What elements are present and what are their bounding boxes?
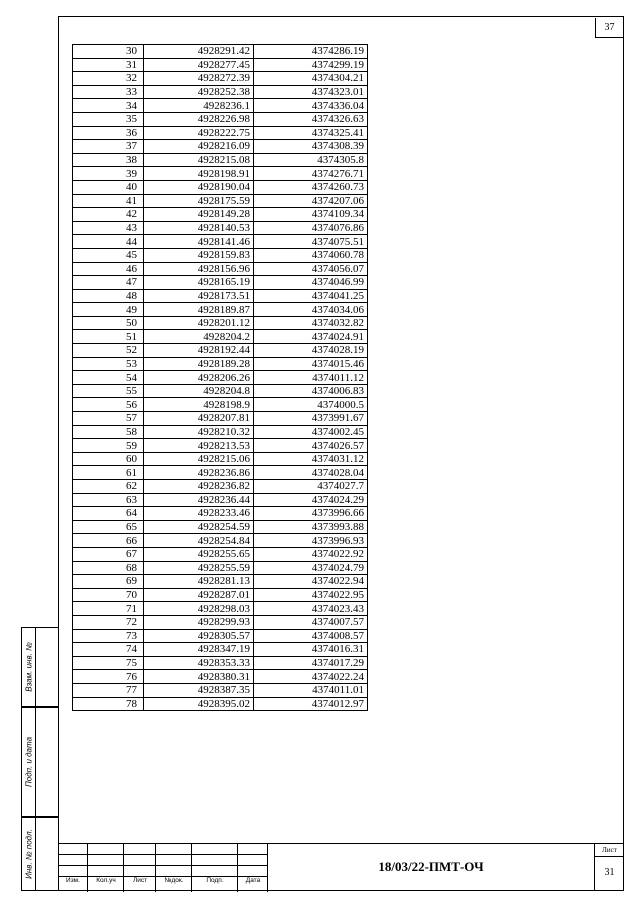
table-row [73, 643, 368, 657]
coord-x: 4928192.44 [144, 344, 254, 358]
coord-y: 4374023.43 [254, 602, 368, 616]
side-label-vzam: Взам. инв. № [24, 642, 34, 692]
coord-x: 4928189.28 [144, 357, 254, 371]
table-row [73, 384, 368, 398]
side-stamp-vzam [21, 627, 58, 707]
hdr-izm: Изм. [66, 877, 80, 884]
point-number: 36 [73, 126, 144, 140]
point-number: 41 [73, 194, 144, 208]
coord-y: 4374325.41 [254, 126, 368, 140]
coord-y: 4374008.57 [254, 629, 368, 643]
coord-y: 4374041.25 [254, 289, 368, 303]
table-row [73, 588, 368, 602]
point-number: 55 [73, 384, 144, 398]
coord-x: 4928299.93 [144, 615, 254, 629]
point-number: 42 [73, 208, 144, 222]
coord-x: 4928173.51 [144, 289, 254, 303]
coord-x: 4928287.01 [144, 588, 254, 602]
point-number: 53 [73, 357, 144, 371]
point-number: 57 [73, 412, 144, 426]
point-number: 62 [73, 480, 144, 494]
coord-x: 4928252.38 [144, 85, 254, 99]
coord-y: 4374032.82 [254, 316, 368, 330]
sheet-label: Лист [595, 844, 624, 857]
table-row [73, 602, 368, 616]
coord-y: 4373996.66 [254, 507, 368, 521]
coord-y: 4374299.19 [254, 58, 368, 72]
coord-y: 4374286.19 [254, 45, 368, 59]
table-row [73, 561, 368, 575]
point-number: 48 [73, 289, 144, 303]
coord-x: 4928236.86 [144, 466, 254, 480]
coord-y: 4374026.57 [254, 439, 368, 453]
table-row [73, 99, 368, 113]
table-row [73, 683, 368, 697]
point-number: 60 [73, 452, 144, 466]
coord-x: 4928198.9 [144, 398, 254, 412]
coord-y: 4374034.06 [254, 303, 368, 317]
point-number: 77 [73, 683, 144, 697]
coord-x: 4928395.02 [144, 697, 254, 711]
hdr-podp: Подп. [206, 877, 224, 884]
coord-y: 4374024.29 [254, 493, 368, 507]
point-number: 35 [73, 112, 144, 126]
coord-y: 4374011.01 [254, 683, 368, 697]
table-row [73, 303, 368, 317]
table-row [73, 670, 368, 684]
coord-x: 4928207.81 [144, 412, 254, 426]
table-row [73, 112, 368, 126]
sheet-number-top: 37 [595, 18, 623, 38]
table-row [73, 45, 368, 59]
coord-x: 4928198.91 [144, 167, 254, 181]
point-number: 43 [73, 221, 144, 235]
coord-y: 4374109.34 [254, 208, 368, 222]
coord-y: 4374305.8 [254, 153, 368, 167]
coord-x: 4928165.19 [144, 276, 254, 290]
coord-x: 4928216.09 [144, 140, 254, 154]
hdr-list: Лист [132, 877, 148, 884]
coord-y: 4374000.5 [254, 398, 368, 412]
table-row [73, 629, 368, 643]
table-row [73, 289, 368, 303]
coord-y: 4374308.39 [254, 140, 368, 154]
point-number: 50 [73, 316, 144, 330]
point-number: 39 [73, 167, 144, 181]
table-row [73, 398, 368, 412]
point-number: 75 [73, 656, 144, 670]
point-number: 76 [73, 670, 144, 684]
coord-y: 4374260.73 [254, 180, 368, 194]
coord-x: 4928254.59 [144, 520, 254, 534]
table-row [73, 72, 368, 86]
table-row [73, 656, 368, 670]
coord-x: 4928213.53 [144, 439, 254, 453]
table-row [73, 140, 368, 154]
table-row [73, 276, 368, 290]
table-row [73, 194, 368, 208]
point-number: 51 [73, 330, 144, 344]
coord-x: 4928204.2 [144, 330, 254, 344]
coord-x: 4928189.87 [144, 303, 254, 317]
coord-x: 4928387.35 [144, 683, 254, 697]
coord-y: 4373993.88 [254, 520, 368, 534]
coord-y: 4374031.12 [254, 452, 368, 466]
point-number: 33 [73, 85, 144, 99]
side-stamp-podp [21, 707, 58, 817]
point-number: 37 [73, 140, 144, 154]
coord-x: 4928255.65 [144, 547, 254, 561]
table-row [73, 452, 368, 466]
point-number: 61 [73, 466, 144, 480]
point-number: 64 [73, 507, 144, 521]
table-row [73, 520, 368, 534]
table-row [73, 221, 368, 235]
coord-x: 4928201.12 [144, 316, 254, 330]
coord-x: 4928254.84 [144, 534, 254, 548]
coord-y: 4374336.04 [254, 99, 368, 113]
coord-y: 4374022.24 [254, 670, 368, 684]
coord-y: 4374075.51 [254, 235, 368, 249]
coord-y: 4373991.67 [254, 412, 368, 426]
point-number: 70 [73, 588, 144, 602]
coordinates-table [72, 44, 368, 711]
table-row [73, 85, 368, 99]
document-code: 18/03/22-ПМТ-ОЧ [378, 859, 484, 874]
table-row [73, 575, 368, 589]
title-block [58, 843, 624, 891]
coord-x: 4928175.59 [144, 194, 254, 208]
table-row [73, 248, 368, 262]
coord-y: 4374016.31 [254, 643, 368, 657]
coord-x: 4928141.46 [144, 235, 254, 249]
coord-y: 4374046.99 [254, 276, 368, 290]
point-number: 59 [73, 439, 144, 453]
point-number: 71 [73, 602, 144, 616]
hdr-ndok: №док. [164, 877, 184, 884]
point-number: 46 [73, 262, 144, 276]
table-row [73, 439, 368, 453]
coord-y: 4374028.04 [254, 466, 368, 480]
table-row [73, 534, 368, 548]
point-number: 30 [73, 45, 144, 59]
coord-y: 4374022.95 [254, 588, 368, 602]
point-number: 47 [73, 276, 144, 290]
coord-y: 4374276.71 [254, 167, 368, 181]
point-number: 66 [73, 534, 144, 548]
coord-y: 4374015.46 [254, 357, 368, 371]
point-number: 74 [73, 643, 144, 657]
coord-y: 4374012.97 [254, 697, 368, 711]
side-stamp-inv [21, 817, 58, 891]
table-row [73, 357, 368, 371]
coord-x: 4928277.45 [144, 58, 254, 72]
point-number: 72 [73, 615, 144, 629]
point-number: 52 [73, 344, 144, 358]
coord-y: 4374304.21 [254, 72, 368, 86]
table-row [73, 371, 368, 385]
coord-x: 4928140.53 [144, 221, 254, 235]
table-row [73, 180, 368, 194]
point-number: 40 [73, 180, 144, 194]
coord-y: 4374028.19 [254, 344, 368, 358]
coord-x: 4928159.83 [144, 248, 254, 262]
hdr-data: Дата [245, 877, 261, 884]
point-number: 67 [73, 547, 144, 561]
table-row [73, 330, 368, 344]
coord-x: 4928233.46 [144, 507, 254, 521]
side-label-podp: Подп. и дата [24, 736, 34, 788]
table-row [73, 58, 368, 72]
coord-x: 4928380.31 [144, 670, 254, 684]
table-row [73, 208, 368, 222]
point-number: 31 [73, 58, 144, 72]
coord-x: 4928210.32 [144, 425, 254, 439]
coord-x: 4928215.06 [144, 452, 254, 466]
table-row [73, 262, 368, 276]
coord-x: 4928206.26 [144, 371, 254, 385]
coord-x: 4928204.8 [144, 384, 254, 398]
coord-x: 4928281.13 [144, 575, 254, 589]
coord-x: 4928236.1 [144, 99, 254, 113]
coord-y: 4373996.93 [254, 534, 368, 548]
table-row [73, 425, 368, 439]
point-number: 44 [73, 235, 144, 249]
point-number: 65 [73, 520, 144, 534]
coord-y: 4374024.79 [254, 561, 368, 575]
coord-y: 4374022.94 [254, 575, 368, 589]
point-number: 73 [73, 629, 144, 643]
coord-x: 4928347.19 [144, 643, 254, 657]
point-number: 63 [73, 493, 144, 507]
point-number: 56 [73, 398, 144, 412]
sheet-value: 31 [604, 867, 615, 878]
table-row [73, 412, 368, 426]
sheet-box [594, 844, 624, 890]
table-row [73, 547, 368, 561]
coord-y: 4374011.12 [254, 371, 368, 385]
point-number: 69 [73, 575, 144, 589]
hdr-koluch: Кол.уч [96, 877, 116, 884]
table-row [73, 480, 368, 494]
coord-y: 4374027.7 [254, 480, 368, 494]
table-row [73, 153, 368, 167]
point-number: 49 [73, 303, 144, 317]
coord-x: 4928190.04 [144, 180, 254, 194]
coord-y: 4374060.78 [254, 248, 368, 262]
coord-y: 4374326.63 [254, 112, 368, 126]
table-row [73, 126, 368, 140]
coord-x: 4928236.82 [144, 480, 254, 494]
point-number: 68 [73, 561, 144, 575]
coord-y: 4374006.83 [254, 384, 368, 398]
table-row [73, 615, 368, 629]
table-row [73, 316, 368, 330]
point-number: 38 [73, 153, 144, 167]
point-number: 34 [73, 99, 144, 113]
coord-x: 4928305.57 [144, 629, 254, 643]
coord-x: 4928298.03 [144, 602, 254, 616]
point-number: 32 [73, 72, 144, 86]
coord-x: 4928215.08 [144, 153, 254, 167]
coord-y: 4374007.57 [254, 615, 368, 629]
side-label-inv: Инв. № подл. [24, 829, 34, 879]
revision-grid [58, 844, 268, 892]
coord-y: 4374207.06 [254, 194, 368, 208]
coord-x: 4928149.28 [144, 208, 254, 222]
table-row [73, 466, 368, 480]
table-row [73, 697, 368, 711]
coord-x: 4928255.59 [144, 561, 254, 575]
coord-x: 4928156.96 [144, 262, 254, 276]
coord-y: 4374076.86 [254, 221, 368, 235]
coord-x: 4928222.75 [144, 126, 254, 140]
coord-x: 4928291.42 [144, 45, 254, 59]
coord-x: 4928353.33 [144, 656, 254, 670]
point-number: 54 [73, 371, 144, 385]
point-number: 78 [73, 697, 144, 711]
coord-y: 4374056.07 [254, 262, 368, 276]
coord-y: 4374002.45 [254, 425, 368, 439]
coord-y: 4374017.29 [254, 656, 368, 670]
table-row [73, 235, 368, 249]
coord-x: 4928236.44 [144, 493, 254, 507]
point-number: 45 [73, 248, 144, 262]
coord-y: 4374022.92 [254, 547, 368, 561]
coord-x: 4928226.98 [144, 112, 254, 126]
table-row [73, 344, 368, 358]
coord-y: 4374024.91 [254, 330, 368, 344]
table-row [73, 507, 368, 521]
table-row [73, 493, 368, 507]
table-row [73, 167, 368, 181]
coord-x: 4928272.39 [144, 72, 254, 86]
point-number: 58 [73, 425, 144, 439]
coord-y: 4374323.01 [254, 85, 368, 99]
